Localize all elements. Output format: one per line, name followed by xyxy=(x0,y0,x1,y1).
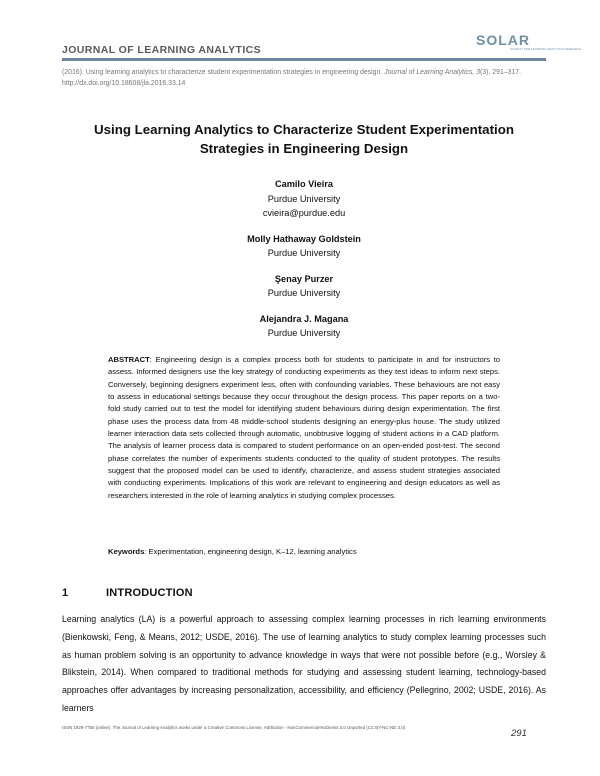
author xyxy=(62,272,546,301)
journal-name: JOURNAL OF LEARNING ANALYTICS xyxy=(62,44,262,56)
author-name: Molly Hathaway Goldstein xyxy=(247,233,361,244)
author-name: Şenay Purzer xyxy=(274,273,334,284)
author xyxy=(62,232,546,261)
abstract-text: : Engineering design is a complex process both for students to participate in and for instructors to assess. Informed designers use the key strategy of conducting experiments as they test ideas to inform next steps. Conversely, beginning designers experiment less, often with confounding variables. These behaviours are not easy to assess in educational settings because they occur throughout the design process. This paper reports on a two-fold study carried out to test the model for identifying student behaviours during design experimentation. The first phase uses the process data from 48 middle-school students designing an energy-plus house. The study utilized learner interaction data sets collected through automatic, unobtrusive logging of student actions in a CAD platform. The analysis of learner process data is compared to student performance on an open-ended post-test. The second phase correlates the number of experiments students conducted to the quality of student prototypes. The results suggest that the proposed model can be used to identify, characterize, and assess student strategies associated with conducting experiments. Implications of this work are relevant to engineering and design educators as well as researchers interested in the role of learning analytics in studying complex processes. xyxy=(108,355,500,500)
citation-suffix: (3), 291–317. http://dx.doi.org/10.18608/jla.2016.33.14 xyxy=(62,69,522,87)
author xyxy=(62,177,546,221)
citation xyxy=(62,67,546,89)
author-affiliation: Purdue University xyxy=(267,328,341,338)
page-number: 291 xyxy=(511,728,527,739)
body-paragraph: Learning analytics (LA) is a powerful approach to assessing complex learning processes in rich learning environments (Bienkowski, Feng, & Means, 2012; USDE, 2016). The use of learning analytics to study complex learning processes such as human problem solving is an opportunity to advance knowledge in ways that were not possible before (e.g., Worsley & Blikstein, 2014). When compared to traditional methods for studying and assessing student learning, technology-based approaches offer advantages by increasing personalization, accessibility, and efficiency (Pellegrino, 2002; USDE, 2016). As learners xyxy=(62,614,546,713)
solar-logo xyxy=(474,30,582,56)
author-name: Alejandra J. Magana xyxy=(259,313,349,324)
citation-journal: Journal of Learning Analytics, 3 xyxy=(384,69,481,76)
header-rule xyxy=(62,58,546,61)
logo-subtext: SOCIETY FOR LEARNING ANALYTICS RESEARCH xyxy=(510,47,582,51)
section-number: 1 xyxy=(62,587,69,599)
abstract xyxy=(108,354,500,502)
author-affiliation: Purdue University xyxy=(267,248,341,258)
keywords-text: : Experimentation, engineering design, K–12, learning analytics xyxy=(144,547,357,556)
section-title: INTRODUCTION xyxy=(106,587,193,599)
author xyxy=(62,312,546,341)
author-name: Camilo Vieira xyxy=(274,179,334,189)
citation-prefix: (2016). Using learning analytics to characterize student experimentation strategies in engineering design. xyxy=(62,69,385,76)
section-heading xyxy=(62,587,193,599)
abstract-label: ABSTRACT xyxy=(108,355,150,364)
author-affiliation: Purdue University xyxy=(267,288,341,298)
logo-text: SOLAR xyxy=(476,32,530,48)
author-email: cvieira@purdue.edu xyxy=(262,208,346,218)
license-footer: ISSN 1929-7750 (online). The Journal of Learning Analytics works under a Creative Commons License, Attribution - NonCommercial-NoDerivs 3.0 Unported (CC BY-NC-ND 3.0) xyxy=(62,725,406,730)
author-affiliation: Purdue University xyxy=(267,193,341,204)
author-list xyxy=(62,177,546,352)
paper-title: Using Learning Analytics to Characterize Student Experimentation Strategies in Engineering Design xyxy=(94,122,514,156)
keywords-label: Keywords xyxy=(108,547,145,556)
keywords xyxy=(108,547,500,556)
